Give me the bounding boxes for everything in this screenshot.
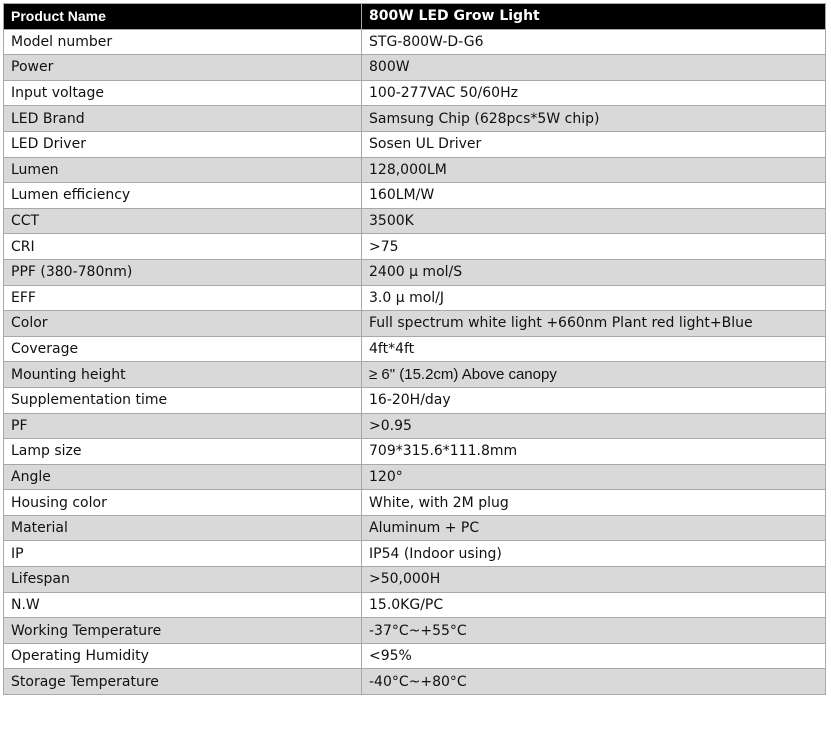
table-row — [4, 592, 826, 618]
spec-table — [3, 3, 826, 695]
row-value: White, with 2M plug — [362, 490, 826, 516]
row-value: >50,000H — [362, 567, 826, 593]
row-value: Full spectrum white light +660nm Plant red light+Blue — [362, 311, 826, 337]
row-value: 3500K — [362, 208, 826, 234]
row-label: Material — [4, 515, 362, 541]
row-label: Lifespan — [4, 567, 362, 593]
row-value: >0.95 — [362, 413, 826, 439]
row-value: 100-277VAC 50/60Hz — [362, 80, 826, 106]
row-value: 800W — [362, 55, 826, 81]
table-row — [4, 234, 826, 260]
row-label: IP — [4, 541, 362, 567]
row-value: 3.0 μ mol/J — [362, 285, 826, 311]
header-value: 800W LED Grow Light — [362, 4, 826, 30]
table-row — [4, 259, 826, 285]
table-row — [4, 515, 826, 541]
table-row — [4, 208, 826, 234]
row-label: Model number — [4, 29, 362, 55]
table-row — [4, 541, 826, 567]
row-label: EFF — [4, 285, 362, 311]
row-value: -37°C~+55°C — [362, 618, 826, 644]
table-row — [4, 285, 826, 311]
table-row — [4, 106, 826, 132]
row-label: Storage Temperature — [4, 669, 362, 695]
table-row — [4, 439, 826, 465]
row-label: Mounting height — [4, 362, 362, 388]
row-label: N.W — [4, 592, 362, 618]
row-value: 16-20H/day — [362, 387, 826, 413]
row-value: 15.0KG/PC — [362, 592, 826, 618]
row-value: 4ft*4ft — [362, 336, 826, 362]
header-row — [4, 4, 826, 30]
table-row — [4, 387, 826, 413]
row-label: Lumen efficiency — [4, 183, 362, 209]
row-value: ≥ 6" (15.2cm) Above canopy — [362, 362, 826, 388]
table-row — [4, 131, 826, 157]
row-value: STG-800W-D-G6 — [362, 29, 826, 55]
row-label: Color — [4, 311, 362, 337]
row-label: Coverage — [4, 336, 362, 362]
row-label: CRI — [4, 234, 362, 260]
header-label: Product Name — [4, 4, 362, 30]
row-label: CCT — [4, 208, 362, 234]
row-label: PPF (380-780nm) — [4, 259, 362, 285]
row-label: Supplementation time — [4, 387, 362, 413]
row-value: Sosen UL Driver — [362, 131, 826, 157]
row-label: PF — [4, 413, 362, 439]
table-row — [4, 362, 826, 388]
row-label: Working Temperature — [4, 618, 362, 644]
row-value: 128,000LM — [362, 157, 826, 183]
spec-table-body — [4, 4, 826, 695]
row-label: Lumen — [4, 157, 362, 183]
row-value: -40°C~+80°C — [362, 669, 826, 695]
table-row — [4, 413, 826, 439]
row-value: >75 — [362, 234, 826, 260]
row-value: 709*315.6*111.8mm — [362, 439, 826, 465]
table-row — [4, 643, 826, 669]
row-value: <95% — [362, 643, 826, 669]
table-row — [4, 567, 826, 593]
table-row — [4, 183, 826, 209]
row-value: Aluminum + PC — [362, 515, 826, 541]
row-label: Power — [4, 55, 362, 81]
row-label: Lamp size — [4, 439, 362, 465]
table-row — [4, 490, 826, 516]
row-label: Input voltage — [4, 80, 362, 106]
row-value: 160LM/W — [362, 183, 826, 209]
table-row — [4, 80, 826, 106]
table-row — [4, 618, 826, 644]
row-label: Operating Humidity — [4, 643, 362, 669]
row-label: Angle — [4, 464, 362, 490]
row-label: Housing color — [4, 490, 362, 516]
row-value: 2400 μ mol/S — [362, 259, 826, 285]
table-row — [4, 464, 826, 490]
table-row — [4, 336, 826, 362]
row-value: 120° — [362, 464, 826, 490]
table-row — [4, 55, 826, 81]
row-value: IP54 (Indoor using) — [362, 541, 826, 567]
row-label: LED Brand — [4, 106, 362, 132]
row-value: Samsung Chip (628pcs*5W chip) — [362, 106, 826, 132]
table-row — [4, 29, 826, 55]
table-row — [4, 157, 826, 183]
row-label: LED Driver — [4, 131, 362, 157]
table-row — [4, 311, 826, 337]
table-row — [4, 669, 826, 695]
